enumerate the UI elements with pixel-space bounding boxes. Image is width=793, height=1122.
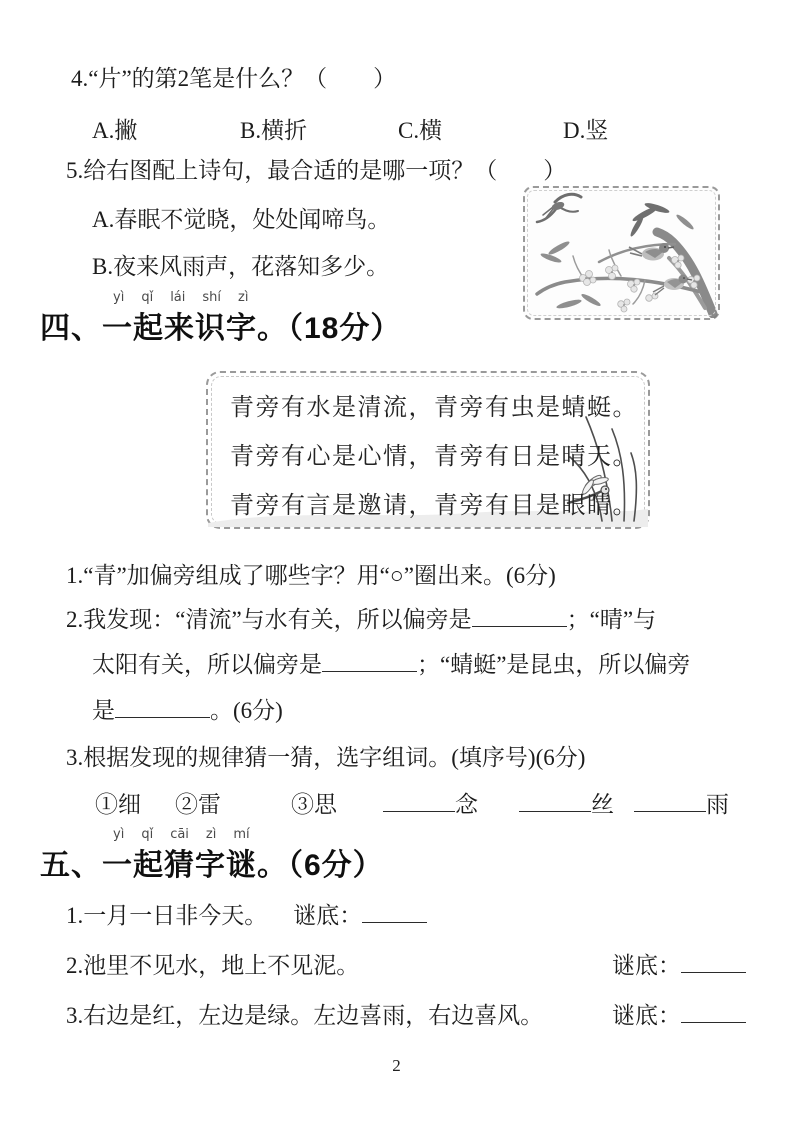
literacy-rhyme-box	[206, 371, 650, 529]
bird-blossom-painting	[523, 186, 720, 320]
q4-option-b: B.横折	[240, 118, 308, 143]
section-4-title: 四、一起来识字。（18分）	[40, 312, 402, 345]
rhyme-line: 青旁有言是邀请，青旁有目是眼睛。	[230, 493, 638, 519]
answer-label: 谜底：	[612, 953, 681, 978]
answer-label: 谜底：	[612, 1003, 681, 1028]
riddle-text: 2.池里不见水，地上不见泥。	[66, 953, 360, 978]
leaves	[540, 201, 695, 310]
answer-blank	[362, 900, 427, 923]
pinyin-syllable: zì	[205, 827, 217, 842]
answer-blank	[681, 1000, 746, 1023]
answer-blank	[472, 604, 567, 627]
riddle-text: 1.一月一日非今天。	[66, 903, 268, 928]
page-number: 2	[392, 1056, 401, 1075]
question-5-prompt: 5.给右图配上诗句，最合适的是哪一项？（ ）	[66, 158, 567, 183]
word-yu: 雨	[706, 791, 729, 817]
answer-label: 谜底：	[293, 903, 363, 928]
choice-1: ①细	[95, 791, 141, 817]
riddle-answer	[293, 903, 427, 928]
riddle-answer	[612, 997, 746, 1030]
section4-question-3: 3.根据发现的规律猜一猜，选字组词。(填序号)(6分)	[66, 745, 586, 770]
q2-text: ；“晴”与	[566, 606, 657, 632]
section-5-title: 五、一起猜字谜。（6分）	[40, 849, 384, 882]
section4-question-2-line2	[92, 649, 690, 680]
answer-blank	[115, 695, 210, 718]
answer-blank	[519, 789, 591, 812]
q2-text: 太阳有关，所以偏旁是	[92, 651, 322, 677]
pinyin-syllable: mí	[233, 827, 250, 842]
word-nian: 念	[455, 791, 478, 817]
riddle-3	[66, 997, 756, 1030]
section4-question-3-choices	[95, 789, 729, 820]
rhyme-text	[208, 373, 648, 531]
rhyme-line: 青旁有心是心情，青旁有日是晴天。	[230, 444, 638, 470]
choice-3: ③思	[291, 791, 337, 817]
pinyin-syllable: qǐ	[141, 827, 154, 842]
pinyin-syllable: qǐ	[141, 290, 154, 305]
answer-blank	[322, 649, 417, 672]
answer-blank	[681, 950, 746, 973]
question-4-prompt: 4.“片”的第2笔是什么？（ ）	[71, 66, 397, 91]
section4-question-1: 1.“青”加偏旁组成了哪些字？用“○”圈出来。(6分)	[66, 563, 556, 588]
pinyin-syllable: yì	[113, 827, 125, 842]
q4-option-d: D.竖	[563, 118, 609, 143]
word-si: 丝	[591, 791, 614, 817]
q2-text: 。(6分)	[210, 697, 283, 723]
q5-option-a: A.春眠不觉晓，处处闻啼鸟。	[92, 207, 391, 232]
ink-painting-icon	[525, 188, 718, 318]
q2-text: 2.我发现：“清流”与水有关，所以偏旁是	[66, 606, 472, 632]
q2-text: ；“蜻蜓”是昆虫，所以偏旁	[417, 651, 691, 677]
riddle-2	[66, 947, 756, 980]
pinyin-syllable: zì	[238, 290, 249, 305]
answer-blank	[634, 789, 706, 812]
answer-blank	[383, 789, 455, 812]
q5-option-b: B.夜来风雨声，花落知多少。	[92, 254, 390, 279]
riddle-text: 3.右边是红，左边是绿。左边喜雨，右边喜风。	[66, 1003, 544, 1028]
pinyin-syllable: yì	[113, 290, 125, 305]
q4-option-a: A.撇	[92, 118, 138, 143]
pinyin-syllable: cāi	[170, 827, 189, 842]
riddle-answer	[612, 947, 746, 980]
section4-question-2-line1	[66, 604, 656, 635]
q2-text: 是	[92, 697, 115, 723]
perched-bird-2-icon	[653, 275, 692, 296]
q4-option-c: C.横	[398, 118, 443, 143]
rhyme-line: 青旁有水是清流，青旁有虫是蜻蜓。	[230, 395, 638, 421]
pinyin-syllable: shí	[202, 290, 222, 305]
question-4-options	[0, 112, 793, 142]
riddle-1	[66, 897, 756, 930]
section4-question-2-line3	[92, 695, 283, 726]
pinyin-syllable: lái	[170, 290, 186, 305]
choice-2: ②雷	[175, 791, 221, 817]
